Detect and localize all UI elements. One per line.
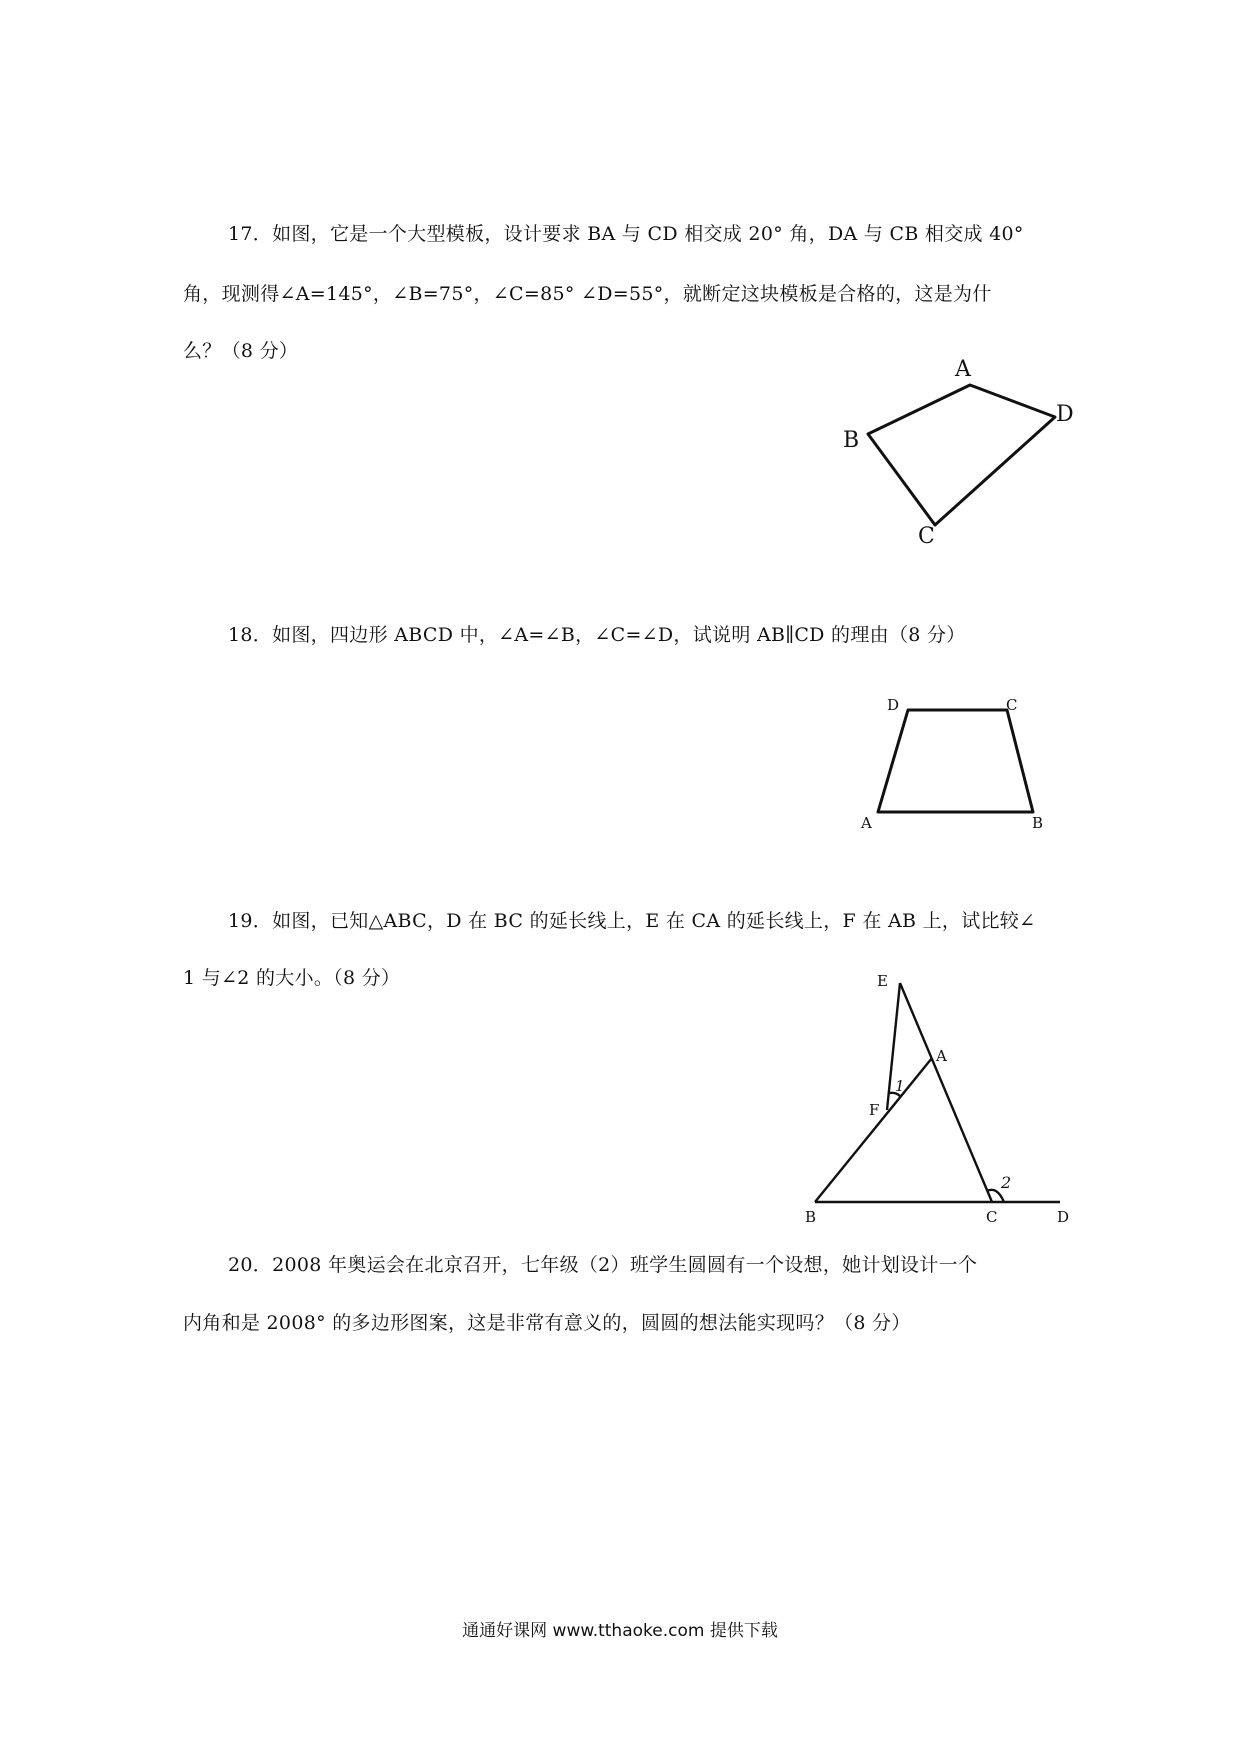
q17-label-a: A bbox=[955, 357, 971, 382]
q19-line-ef bbox=[887, 983, 900, 1110]
q19-line-ec bbox=[900, 983, 992, 1202]
q17-label-c: C bbox=[918, 524, 935, 549]
q19-line-1: 19．如图，已知△ABC，D 在 BC 的延长线上，E 在 CA 的延长线上，F 在 AB 上，试比较∠ bbox=[228, 910, 1036, 932]
q18-trapezoid bbox=[878, 710, 1033, 812]
q18-label-a: A bbox=[861, 814, 872, 832]
q19-label-b: B bbox=[805, 1208, 817, 1226]
footer-source-text: 通通好课网 www.tthaoke.com 提供下载 bbox=[462, 1621, 778, 1641]
q20-line-2: 内角和是 2008° 的多边形图案，这是非常有意义的，圆圆的想法能实现吗？（8 分） bbox=[183, 1312, 911, 1334]
q19-label-a: A bbox=[936, 1047, 947, 1065]
q19-line-2: 1 与∠2 的大小。（8 分） bbox=[183, 967, 401, 989]
q19-label-f: F bbox=[869, 1101, 880, 1119]
q17-line-3: 么？（8 分） bbox=[183, 340, 299, 362]
q19-label-c: C bbox=[986, 1208, 998, 1226]
q18-label-d: D bbox=[887, 696, 900, 714]
q17-quadrilateral bbox=[868, 385, 1055, 525]
q19-line-ab bbox=[815, 1058, 932, 1202]
q19-label-e: E bbox=[877, 972, 888, 990]
q19-label-d: D bbox=[1057, 1208, 1070, 1226]
q19-label-1: 1 bbox=[895, 1077, 905, 1095]
q17-line-1: 17．如图，它是一个大型模板，设计要求 BA 与 CD 相交成 20° 角，DA 与 CB 相交成 40° bbox=[228, 223, 1024, 245]
q18-label-b: B bbox=[1032, 814, 1044, 832]
q19-angle-2-arc bbox=[987, 1190, 1004, 1202]
q17-line-2: 角，现测得∠A=145°，∠B=75°，∠C=85° ∠D=55°，就断定这块模板是合格的，这是为什 bbox=[183, 283, 992, 305]
q20-line-1: 20．2008 年奥运会在北京召开，七年级（2）班学生圆圆有一个设想，她计划设计一个 bbox=[228, 1254, 978, 1276]
q18-line-1: 18．如图，四边形 ABCD 中，∠A=∠B，∠C=∠D，试说明 AB∥CD 的理由（8 分） bbox=[228, 624, 966, 646]
q18-label-c: C bbox=[1006, 696, 1018, 714]
q19-label-2: 2 bbox=[1001, 1173, 1012, 1192]
q19-angle-1-arc bbox=[889, 1093, 900, 1096]
q17-label-d: D bbox=[1056, 402, 1074, 427]
q17-label-b: B bbox=[843, 428, 860, 453]
